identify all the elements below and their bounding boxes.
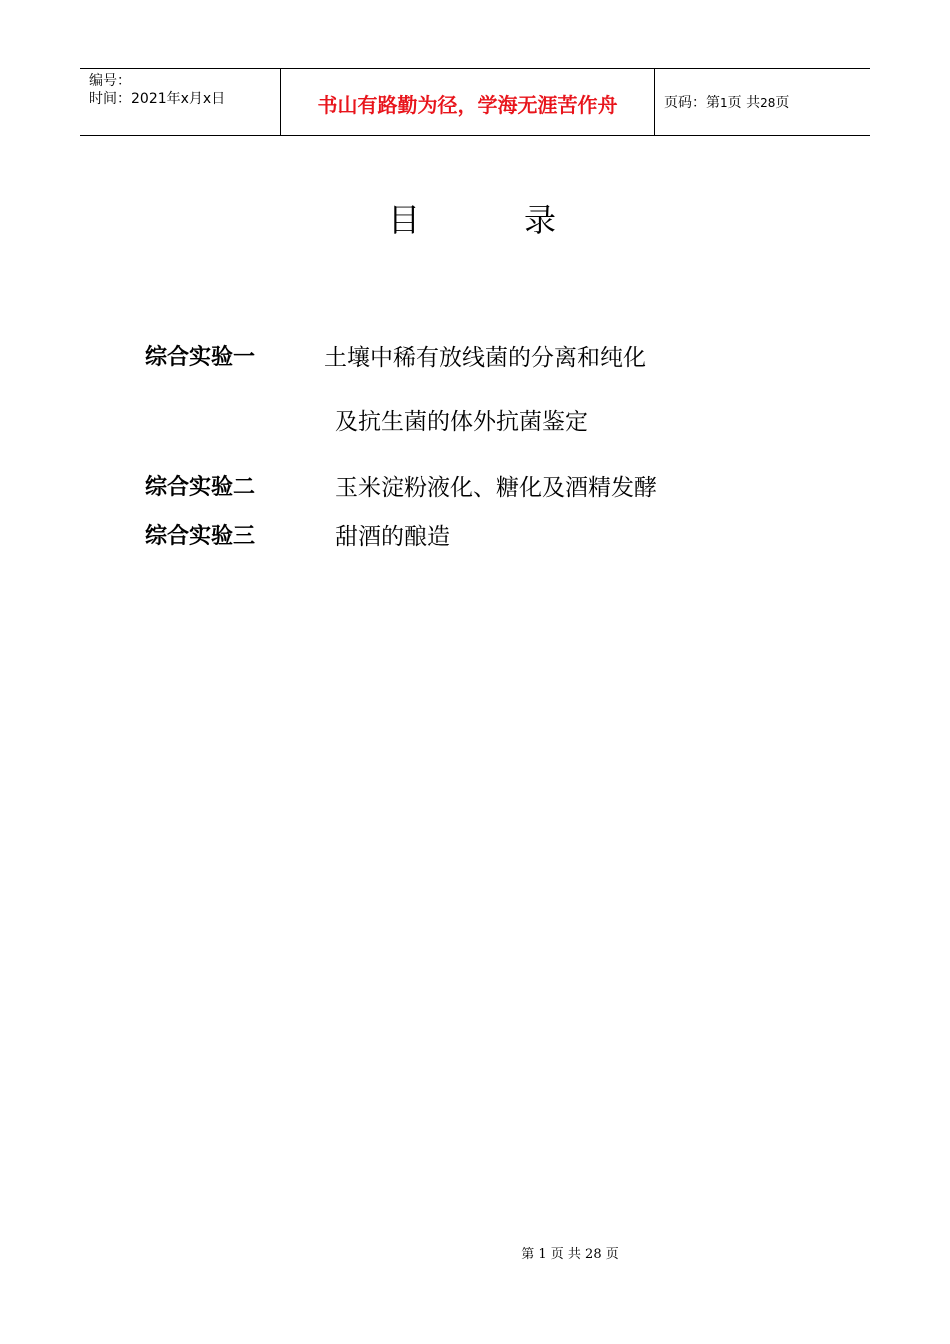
toc-item-1-label[interactable]: 综合实验一 — [145, 345, 256, 370]
header-page-number — [664, 94, 789, 112]
toc-title-char-1: 目 — [388, 201, 421, 239]
page-footer: 第 1 页 共 28 页 — [521, 1247, 619, 1262]
header-info-cell — [80, 69, 281, 135]
document-number: 编号： — [89, 73, 131, 89]
document-date: 时间：2021年x月x日 — [89, 91, 226, 107]
header-motto-cell — [281, 69, 655, 135]
toc-item-3-label[interactable]: 综合实验三 — [145, 524, 256, 549]
toc-title-char-2: 录 — [524, 201, 557, 239]
page-suffix: 页 — [775, 95, 790, 111]
toc-item-3-title[interactable]: 甜酒的酿造 — [335, 524, 450, 550]
toc-item-2-title[interactable]: 玉米淀粉液化、糖化及酒精发酵 — [335, 475, 657, 501]
page-mid: 页 共 — [727, 95, 761, 111]
toc-item-1-subtitle[interactable]: 及抗生菌的体外抗菌鉴定 — [335, 409, 588, 435]
toc-title — [388, 200, 556, 240]
page-prefix: 页码：第 — [664, 95, 720, 111]
page-current: 1 — [720, 96, 728, 110]
toc-item-2-label[interactable]: 综合实验二 — [145, 475, 256, 500]
page-header — [80, 68, 870, 136]
header-motto: 书山有路勤为径，学海无涯苦作舟 — [317, 93, 618, 117]
toc-item-1-title[interactable]: 土壤中稀有放线菌的分离和纯化 — [324, 345, 646, 371]
header-page-cell — [655, 69, 870, 135]
page-total: 28 — [760, 96, 776, 110]
